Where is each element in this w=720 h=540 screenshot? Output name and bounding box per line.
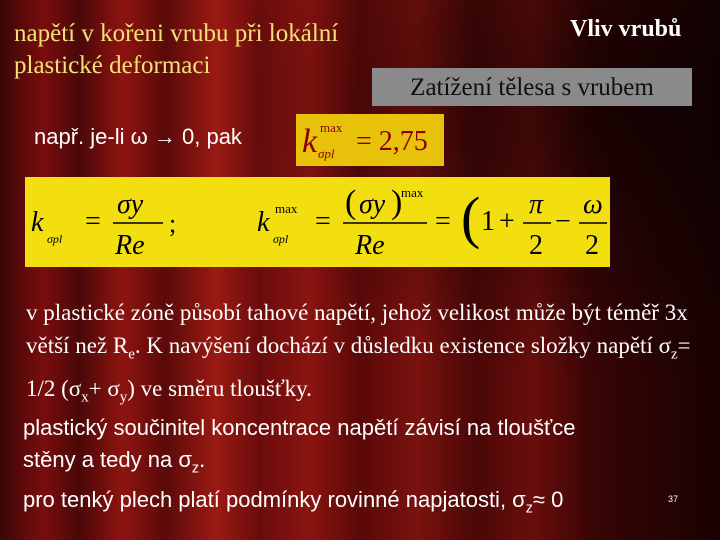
formula-box (25, 177, 610, 267)
para2-line3 (23, 484, 703, 524)
formula-minus: − (555, 206, 571, 237)
formula (25, 177, 610, 267)
formula-re-right: Re (355, 230, 385, 261)
slide-title-line1: napětí v kořeni vrubu při lokální (14, 20, 339, 47)
formula-sub-right: σpl (273, 232, 289, 246)
para2-line3-end: ≈ 0 (532, 487, 564, 513)
paragraph-plastic-zone (26, 296, 716, 414)
formula-pi: π (529, 189, 544, 220)
subtitle-box (372, 68, 692, 106)
para1-sub-y: y (119, 389, 128, 406)
para2-line2-text: stěny a tedy na σ (23, 447, 192, 472)
formula-one: 1 (481, 206, 495, 237)
subtitle-text: Zatížení tělesa s vrubem (410, 74, 654, 101)
big-paren-open: ( (461, 185, 481, 250)
kmax-sup: max (320, 120, 343, 135)
intro-text: např. je-li ω → 0, pak (34, 124, 242, 149)
formula-k-right: k (257, 207, 270, 238)
kmax-sub: σpl (318, 146, 335, 161)
formula-semicolon: ; (169, 209, 177, 238)
para2-line2-sub: z (191, 460, 200, 477)
formula-sup-right: max (275, 201, 298, 216)
formula-two-a: 2 (529, 230, 543, 261)
formula-eq1: = (85, 206, 101, 237)
paragraph-coefficient (23, 412, 703, 525)
formula-eq2: = (315, 206, 331, 237)
formula-sub-left: σpl (47, 232, 63, 246)
formula-sigma-right: σy (359, 189, 386, 220)
formula-plus: + (499, 206, 515, 237)
paren-close: ) (391, 184, 403, 221)
para1-text-e: ) ve směru tloušťky. (127, 375, 312, 401)
para2-line3-sub: z (525, 500, 533, 517)
section-title: Vliv vrubů (570, 16, 682, 42)
para1-text-a: v plastické zóně působí tahové napětí, jehož velikost může být téměř 3x větší než R (26, 300, 688, 358)
para1-sub-e: e (128, 346, 135, 363)
para2-line1: plastický součinitel koncentrace napětí závisí na tloušťce (23, 415, 576, 440)
page-number: 37 (668, 494, 679, 504)
slide-title-line2: plastické deformaci (14, 52, 211, 79)
paren-open: ( (345, 184, 357, 221)
formula-two-b: 2 (585, 230, 599, 261)
kmax-k: k (302, 123, 318, 160)
formula-eq3: = (435, 206, 451, 237)
para1-sub-x: x (81, 389, 89, 406)
formula-re-left: Re (115, 230, 145, 261)
kmax-formula (296, 114, 444, 166)
para1-text-c: = 1/2 (σ (26, 333, 691, 401)
para2-line2 (23, 444, 703, 484)
para2-line3-text: pro tenký plech platí podmínky rovinné napjatosti, σ (23, 487, 526, 513)
kmax-formula-box (296, 114, 444, 166)
para1-sub-z: z (671, 346, 678, 363)
para1-text-d: + σ (88, 375, 120, 401)
para1-text-b: . K navýšení dochází v důsledku existence složky napětí σ (134, 333, 671, 358)
formula-omega: ω (583, 189, 603, 220)
formula-sup-paren: max (401, 185, 424, 200)
para2-line2-end: . (199, 447, 206, 472)
formula-k-left: k (31, 207, 44, 238)
formula-sigma-left: σy (117, 189, 144, 220)
kmax-value: = 2,75 (356, 126, 428, 157)
